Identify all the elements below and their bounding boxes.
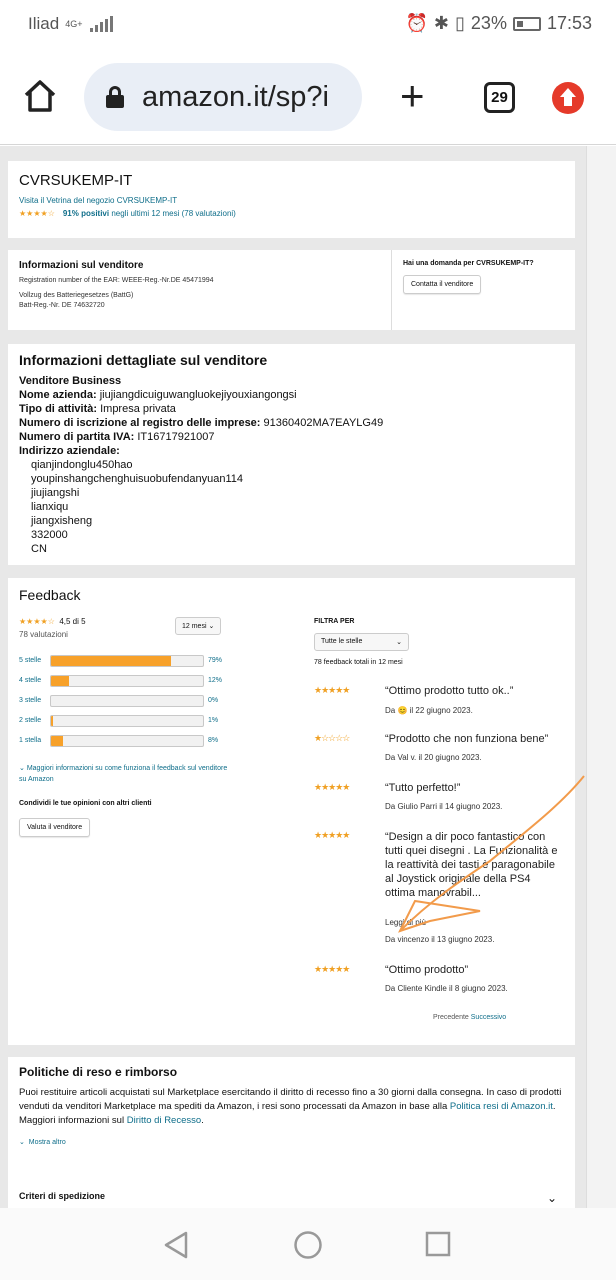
show-more-link[interactable] [19, 1138, 564, 1146]
histogram-percent: 1% [208, 717, 219, 724]
address-line: CN [31, 543, 47, 555]
network-type: 4G+ [65, 18, 83, 29]
period-select[interactable] [175, 617, 221, 635]
review-stars: ★★★★★ [314, 830, 350, 840]
histogram-bar [50, 675, 204, 687]
review-author: Da vincenzo il 13 giugno 2023. [385, 935, 495, 944]
browser-toolbar [0, 50, 616, 145]
chevron-down-icon: ⌄ [19, 1139, 25, 1146]
address-bar[interactable] [84, 63, 362, 131]
review-stars: ★★★★★ [314, 964, 350, 974]
review-text: “Ottimo prodotto” [385, 964, 469, 976]
histogram-label[interactable]: 2 stelle [19, 717, 42, 724]
rating-histogram [19, 655, 229, 755]
histogram-fill [51, 716, 53, 726]
chevron-down-icon: ⌄ [19, 765, 25, 772]
histogram-label[interactable]: 1 stella [19, 737, 42, 744]
contact-seller-button[interactable]: Contatta il venditore [403, 275, 481, 294]
scrollbar[interactable] [586, 146, 616, 1208]
average-rating [19, 617, 86, 626]
rating-stars: ★★★★☆ [19, 209, 55, 218]
web-page [0, 146, 616, 1208]
address-label: Indirizzo aziendale: [19, 445, 120, 457]
histogram-row[interactable] [19, 715, 229, 735]
business-label: Venditore Business [19, 375, 122, 387]
feedback-info-text: Maggiori informazioni su come funziona il feedback sul venditore su Amazon [19, 765, 228, 783]
lock-icon [106, 86, 124, 108]
chevron-down-icon: ⌄ [396, 639, 402, 646]
review-stars: ★★★★★ [314, 685, 350, 695]
seller-rating [19, 209, 564, 218]
seller-name: CVRSUKEMP-IT [19, 172, 133, 189]
status-bar [0, 0, 616, 50]
shipping-card[interactable] [8, 1183, 575, 1208]
review-text: “Tutto perfetto!” [385, 782, 461, 794]
review-author: Da Giulio Parri il 14 giugno 2023. [385, 802, 503, 811]
address-line: jiujiangshi [31, 487, 80, 499]
histogram-bar [50, 695, 204, 707]
contact-section [391, 250, 545, 330]
vibrate-icon: ▯ [455, 13, 465, 33]
alarm-icon: ⏰ [405, 13, 428, 33]
vat-label: Numero di partita IVA: [19, 431, 135, 443]
histogram-row[interactable] [19, 655, 229, 675]
histogram-label[interactable]: 5 stelle [19, 657, 42, 664]
feedback-info-link[interactable] [19, 763, 229, 785]
business-type-value: Impresa privata [100, 403, 176, 415]
histogram-percent: 79% [208, 657, 223, 664]
new-tab-icon[interactable]: + [400, 72, 425, 119]
system-status [406, 13, 593, 34]
histogram-percent: 8% [208, 737, 219, 744]
star-filter-select[interactable] [314, 633, 409, 651]
average-stars: ★★★★☆ [19, 617, 55, 626]
histogram-row[interactable] [19, 675, 229, 695]
carrier-name: Iliad [28, 14, 60, 33]
rate-seller-button[interactable]: Valuta il venditore [19, 818, 90, 837]
ear-registration: Registration number of the EAR: WEEE-Reg.-Nr.DE 45471994 [19, 277, 214, 284]
url-text: amazon.it/sp?i [142, 80, 329, 113]
histogram-fill [51, 656, 171, 666]
battery-law: Vollzug des Batteriegesetzes (BattG) [19, 292, 134, 299]
back-icon[interactable] [162, 1230, 190, 1260]
shipping-heading: Criteri di spedizione [19, 1191, 106, 1201]
question-heading: Hai una domanda per CVRSUKEMP-IT? [403, 260, 534, 267]
company-name-value: jiujiangdicuiguwangluokejiyouxiangongsi [99, 389, 297, 401]
histogram-label[interactable]: 3 stelle [19, 697, 42, 704]
returns-heading: Politiche di reso e rimborso [19, 1065, 178, 1079]
review-stars: ★☆☆☆☆ [314, 733, 350, 743]
signal-icon [90, 16, 113, 32]
home-icon[interactable] [22, 78, 58, 114]
battery-registration: Batt-Reg.-Nr. DE 74632720 [19, 302, 105, 309]
chevron-down-icon: ⌄ [208, 623, 215, 630]
returns-text-part: . [201, 1115, 204, 1126]
read-more-link[interactable]: Leggi di più [385, 918, 426, 927]
company-name-label: Nome azienda: [19, 389, 97, 401]
average-text: 4,5 di 5 [59, 617, 86, 626]
feedback-title: Feedback [19, 587, 81, 603]
feedback-total: 78 feedback totali in 12 mesi [314, 659, 403, 666]
battery-percent: 23% [470, 13, 507, 33]
review-author: Da 😊 il 22 giugno 2023. [385, 706, 473, 715]
prev-page-link[interactable]: Precedente [433, 1014, 469, 1021]
histogram-fill [51, 736, 63, 746]
histogram-row[interactable] [19, 695, 229, 715]
clock: 17:53 [546, 13, 592, 33]
review-author: Da Val v. il 20 giugno 2023. [385, 753, 482, 762]
review-text: “Prodotto che non funziona bene” [385, 733, 549, 745]
seller-details-heading: Informazioni dettagliate sul venditore [19, 352, 268, 368]
next-page-link[interactable]: Successivo [470, 1014, 507, 1021]
update-icon[interactable] [552, 82, 584, 114]
review-text: “Ottimo prodotto tutto ok..” [385, 685, 514, 697]
histogram-bar [50, 655, 204, 667]
withdrawal-right-link[interactable]: Diritto di Recesso [126, 1115, 202, 1126]
registry-value: 91360402MA7EAYLG49 [263, 417, 384, 429]
seller-header-card [8, 161, 575, 238]
histogram-percent: 12% [208, 677, 223, 684]
address-line: youpinshangchenghuisuobufendanyuan114 [31, 473, 244, 485]
period-value: 12 mesi [182, 623, 207, 630]
positive-percent[interactable]: 91% positivi [62, 209, 110, 218]
seller-info-heading: Informazioni sul venditore [19, 260, 144, 271]
filter-value: Tutte le stelle [321, 638, 363, 645]
positive-detail[interactable]: negli ultimi 12 mesi (78 valutazioni) [111, 209, 236, 218]
show-more-text: Mostra altro [28, 1139, 66, 1146]
review-text: “Design a dir poco fantastico con tutti quei disegni . La Funzionalità e la reattività dei tasti è paragonabile al Joystick originale della PS4 ottima manovrabil... [385, 831, 558, 899]
chevron-down-icon[interactable]: ⌄ [546, 1191, 557, 1205]
storefront-link[interactable]: Visita il Vetrina del negozio CVRSUKEMP-IT [19, 196, 178, 205]
rating-count: 78 valutazioni [19, 630, 68, 639]
registry-label: Numero di iscrizione al registro delle imprese: [19, 417, 261, 429]
histogram-percent: 0% [208, 697, 219, 704]
battery-icon [513, 17, 541, 31]
tab-switcher-button[interactable]: 29 [484, 82, 515, 113]
amazon-returns-link[interactable]: Politica resi di Amazon.it [449, 1101, 553, 1112]
histogram-bar [50, 735, 204, 747]
pagination [433, 1014, 506, 1021]
returns-text-part: Puoi restituire articoli acquistati sul Marketplace esercitando il diritto di recesso fino a 30 giorni dalla consegna. In caso di prodotti venduti da venditori Marketplace ma spediti da Amazon, i resi sono processati da Amazon in base alla [19, 1087, 562, 1112]
histogram-row[interactable] [19, 735, 229, 755]
address-line: qianjindonglu450hao [31, 459, 133, 471]
histogram-label[interactable]: 4 stelle [19, 677, 42, 684]
address-line: jiangxisheng [31, 515, 93, 527]
review-stars: ★★★★★ [314, 782, 350, 792]
histogram-fill [51, 676, 69, 686]
review-author: Da Cliente Kindle il 8 giugno 2023. [385, 984, 508, 993]
business-type-label: Tipo di attività: [19, 403, 98, 415]
carrier-info [28, 14, 113, 34]
system-nav-bar [0, 1208, 616, 1280]
bluetooth-icon: ✱ [433, 13, 450, 33]
filter-heading: FILTRA PER [314, 618, 355, 625]
recents-icon[interactable] [425, 1231, 452, 1258]
seller-details-card [8, 344, 575, 565]
address-line: lianxiqu [31, 501, 69, 513]
address-line: 332000 [31, 529, 68, 541]
vat-value: IT16717921007 [137, 431, 215, 443]
feedback-card [8, 578, 575, 1045]
returns-text [19, 1086, 564, 1128]
home-nav-icon[interactable] [293, 1230, 323, 1260]
share-heading: Condividi le tue opinioni con altri clienti [19, 800, 152, 807]
seller-info-card [8, 250, 575, 330]
returns-text-part: . Maggiori informazioni sul [19, 1101, 556, 1126]
histogram-bar [50, 715, 204, 727]
